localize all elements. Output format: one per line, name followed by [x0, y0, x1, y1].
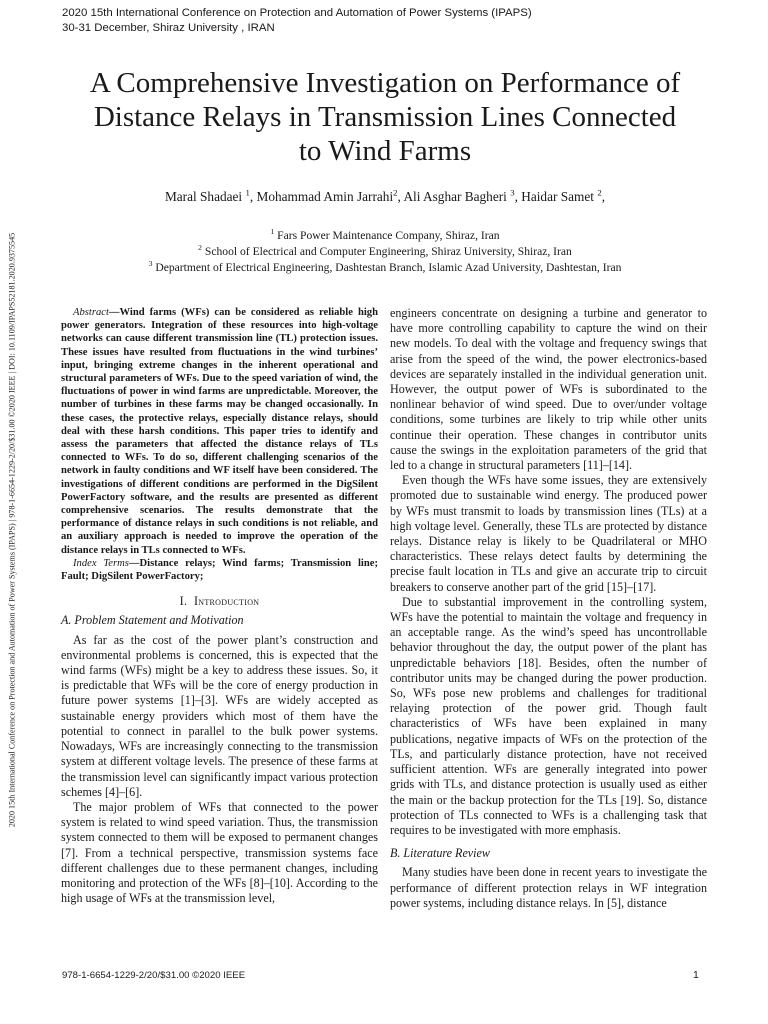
affiliation — [40, 245, 730, 258]
abstract-text: —Wind farms (WFs) can be considered as reliable high power generators. Integration of these resources into high-voltage networks can cause different transmission line (TL) protection issues. These issues have resulted from fluctuations in the wind turbines’ input, bringing extreme changes in the inherent operational and structural parameters of WFs. Due to the speed variation of wind, the fluctuations of power in wind farms are unpredictable. Moreover, the number of turbines in these farms may be changed occasionally. In these cases, the protective relays, especially distance relays, should deal with these harsh conditions. This paper tries to identify and assess the parameters that affected the distance relays of TLs connected to WFs. To do so, different challenging scenarios of the network in faulty conditions and WF itself have been considered. The investigations of different conditions are performed in the DigSilent PowerFactory software, and the results are presented as different comprehensive scenarios. The results demonstrate that the performance of distance relays in such conditions is not reliable, and an auxiliary approach is needed to improve the operation of the distance relays in TLs connected to WFs. — [61, 307, 378, 556]
affiliation-text: School of Electrical and Computer Engineering, Shiraz University, Shiraz, Iran — [204, 245, 572, 258]
index-terms-label: Index Terms — [73, 557, 129, 569]
subsection-heading: A. Problem Statement and Motivation — [61, 613, 244, 628]
abstract — [61, 306, 378, 557]
affiliation-number: 1 — [270, 227, 275, 237]
author-separator: , — [601, 189, 606, 204]
author-affiliation-mark: 2 — [393, 187, 398, 198]
title-line: Distance Relays in Transmission Lines Connected — [93, 101, 677, 133]
index-terms-text: —Distance relays; Wind farms; Transmission line; Fault; DigSilent PowerFactory; — [61, 557, 378, 583]
left-column — [61, 306, 378, 906]
footer-isbn: 978-1-6654-1229-2/20/$31.00 ©2020 IEEE — [62, 970, 246, 981]
body-paragraph: Due to substantial improvement in the controlling system, WFs have the potential to maintain the voltage and frequency in an acceptable range. As the wind’s speed has uncontrollable behavior throughout the day, the output power of the plant has unpredictable behaviors [18]. Besides, often the number of contributor units may be changed during the power production. So, WFs pose new problems and challenges for traditional relaying protection of the power grid. Though fault characteristics of WFs have been explained in many publications, negative impacts of WFs on the protection of the TLs, and particularly distance protection, have not received sufficient attention. WFs are generally integrated into power grids with TLs, and distance protection is usually used as either the main or the backup protection for the TLs [19]. So, distance protection of TLs connected to WFs is a challenging task that requires to be investigated with more emphasis. — [390, 594, 707, 837]
author-name: Maral Shadaei — [164, 189, 243, 204]
paper-title — [60, 66, 710, 168]
section-number: I. — [179, 594, 188, 609]
author-affiliation-mark: 1 — [245, 187, 250, 198]
index-terms — [61, 557, 378, 583]
author-name: Mohammad Amin Jarrahi — [256, 189, 394, 204]
title-line: to Wind Farms — [298, 135, 472, 167]
affiliation-text: Department of Electrical Engineering, Dashtestan Branch, Islamic Azad University, Dashtestan, Iran — [155, 261, 622, 274]
section-title: Introduction — [193, 594, 260, 609]
body-paragraph: Many studies have been done in recent years to investigate the performance of different protection relays in WF integration power systems, including distance relays. In [5], distance — [390, 865, 707, 910]
author-affiliation-mark: 2 — [597, 187, 602, 198]
author-affiliation-mark: 3 — [510, 187, 515, 198]
body-paragraph: The major problem of WFs that connected to the power system is related to wind speed variation. Thus, the transmission system connected to them will be exposed to permanent changes [7]. From a technical perspective, transmission systems face different challenges due to these permanent changes, including monitoring and protection of the WFs [8]–[10]. According to the high usage of WFs at the transmission level, — [61, 799, 378, 906]
author-name: Haidar Samet — [521, 189, 594, 204]
right-column — [390, 306, 707, 911]
affiliation — [40, 229, 730, 242]
author-name: Ali Asghar Bagheri — [403, 189, 507, 204]
author-separator: , — [249, 189, 257, 204]
conference-header — [62, 6, 532, 36]
side-doi-text: 2020 15th International Conference on Protection and Automation of Power Systems (IPAPS) | 978-1-6654-1229-2/20/$31.00 ©2020 IEEE | DOI: 10.1109/IPAPS52181.2020.9375545 — [7, 232, 17, 828]
author-list — [60, 189, 710, 205]
affiliation — [40, 261, 730, 274]
affiliation-text: Fars Power Maintenance Company, Shiraz, Iran — [277, 229, 500, 242]
title-line: A Comprehensive Investigation on Performance of — [89, 67, 681, 99]
affiliation-number: 2 — [198, 243, 202, 253]
affiliation-number: 3 — [148, 259, 153, 269]
section-heading — [61, 594, 378, 609]
conference-name: 2020 15th International Conference on Protection and Automation of Power Systems (IPAPS) — [62, 7, 532, 19]
page-number: 1 — [693, 969, 699, 981]
abstract-label: Abstract — [73, 307, 109, 318]
body-paragraph: As far as the cost of the power plant’s construction and environmental problems is concerned, this is expected that the wind farms (WFs) might be a key to address these issues. So, it is predictable that WFs will be the core of energy production in future power systems [1]–[3]. WFs are widely accepted as sustainable energy providers which most of them have the potential to connect in parallel to the bulk power systems. Nowadays, WFs are increasingly connecting to the transmission system at different voltage levels. The presence of these farms at the transmission level can significantly impact various protection schemes [4]–[6]. — [61, 632, 378, 799]
conference-date-location: 30-31 December, Shiraz University , IRAN — [62, 22, 275, 34]
subsection-heading: B. Literature Review — [390, 846, 490, 861]
body-paragraph: engineers concentrate on designing a turbine and generator to have more controlling capability to capture the wind on their new models. To deal with the voltage and frequency swings that arise from the speed of the wind, the power electronics-based devices are separately installed in the individual generation unit. However, the output power of WFs is subordinated to the nonlinear behavior of wind speed. Due to over/under voltage conditions, some turbines are likely to trip while other units continue their operation. These changes in contributor units cause the swings in the exploitation parameters of the grid that led to a change in structural parameters [11]–[14]. — [390, 306, 707, 473]
body-paragraph: Even though the WFs have some issues, they are extensively promoted due to sustainable wind energy. The produced power by WFs must transmit to loads by transmission lines (TLs) at a high voltage level. Generally, these TLs are protected by distance relays. Distance relay is likely to be Quadrilateral or MHO characteristics. These relays detect faults by determining the precise fault location in TLs and give an accurate trip to circuit breakers to conserve another part of the grid [15]–[17]. — [390, 473, 707, 594]
author-separator: , — [514, 189, 522, 204]
author-separator: , — [397, 189, 404, 204]
